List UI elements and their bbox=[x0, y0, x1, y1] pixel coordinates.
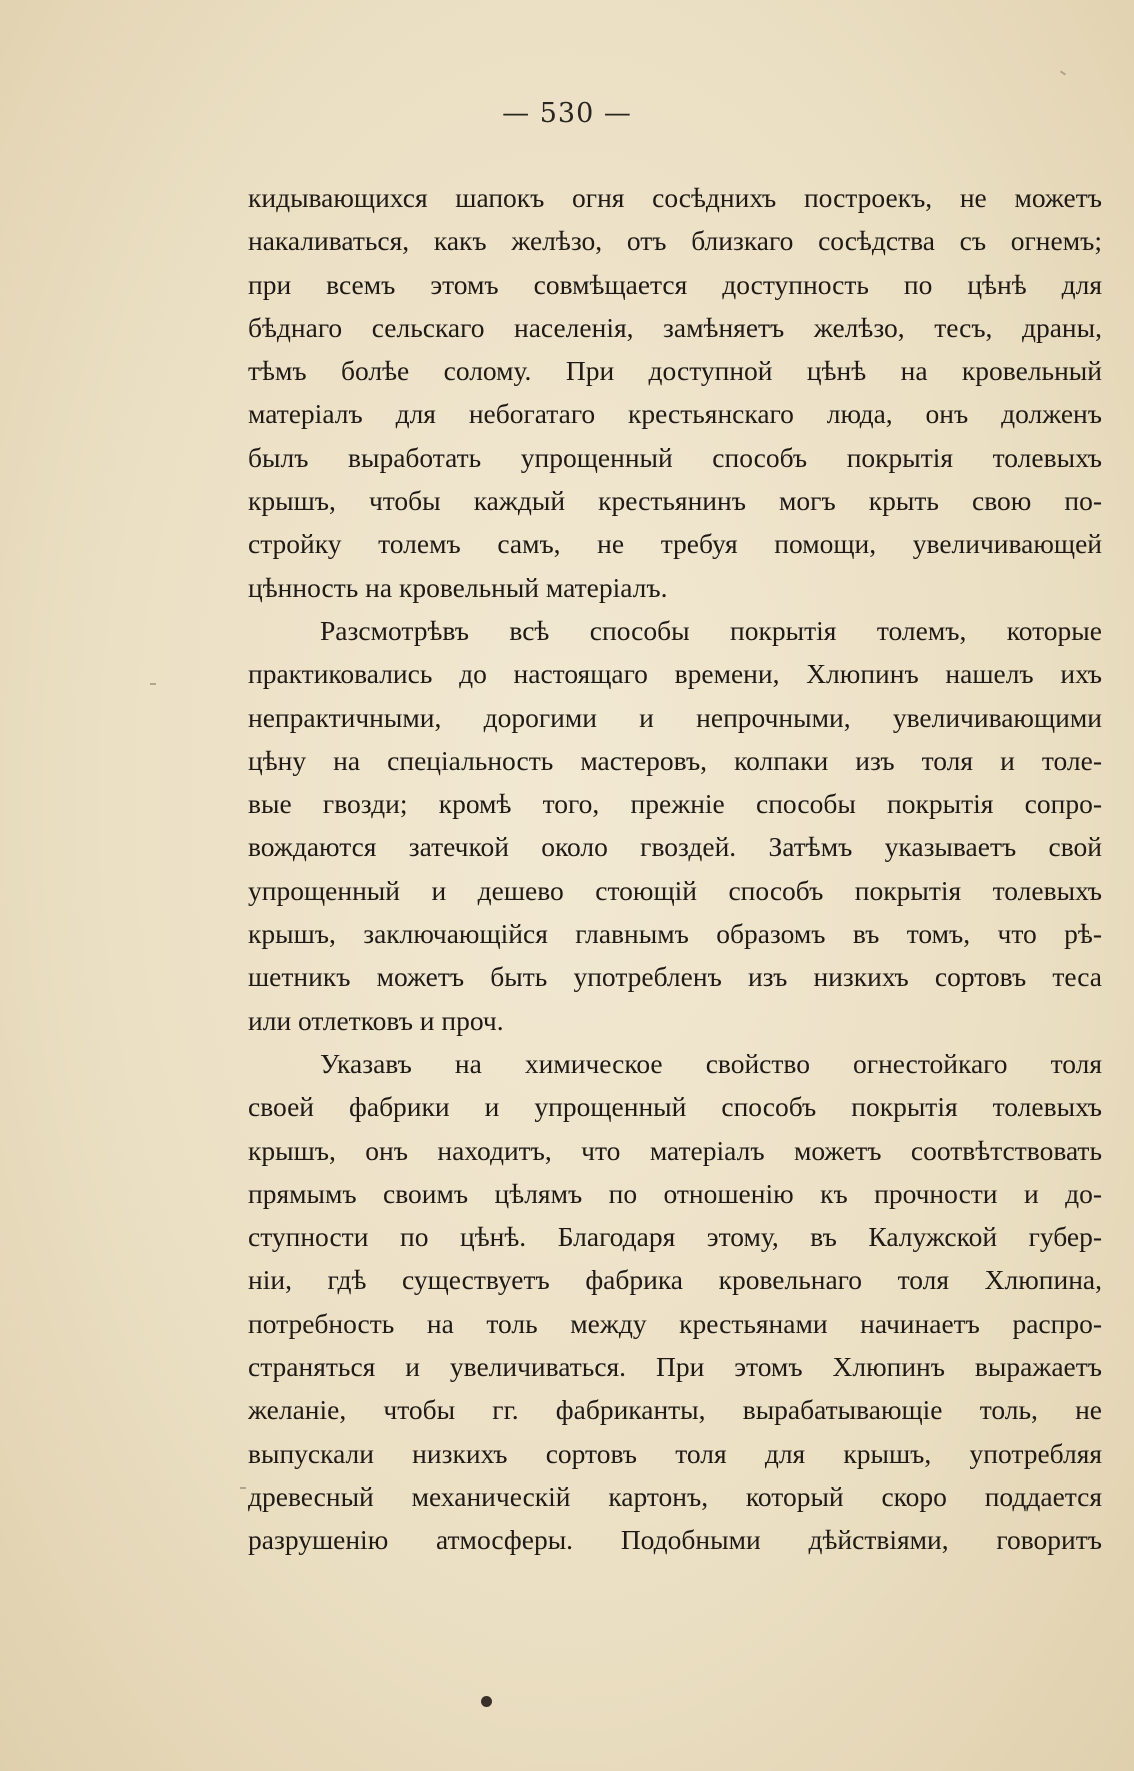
text-line: крышъ, онъ находитъ, что матеріалъ можетъ соотвѣтствовать bbox=[248, 1134, 1102, 1166]
text-line: шетникъ можетъ быть употребленъ изъ низкихъ сортовъ теса bbox=[248, 961, 1102, 993]
paragraph-start-line: Разсмотрѣвъ всѣ способы покрытія толемъ, которые bbox=[320, 614, 1102, 646]
text-line: при всемъ этомъ совмѣщается доступность по цѣнѣ для bbox=[248, 268, 1102, 300]
text-line: цѣну на спеціальность мастеровъ, колпаки изъ толя и толе- bbox=[248, 744, 1102, 776]
paper-speck bbox=[240, 1487, 246, 1489]
paragraph-end-line: или отлетковъ и проч. bbox=[248, 1004, 504, 1036]
paper-speck bbox=[1060, 70, 1066, 75]
paragraph-start-line: Указавъ на химическое свойство огнестойкаго толя bbox=[320, 1047, 1102, 1079]
text-line: потребность на толь между крестьянами начинаетъ распро- bbox=[248, 1307, 1102, 1339]
text-line: прямымъ своимъ цѣлямъ по отношенію къ прочности и до- bbox=[248, 1177, 1102, 1209]
text-line: ніи, гдѣ существуетъ фабрика кровельнаго толя Хлюпина, bbox=[248, 1264, 1102, 1296]
text-line: матеріалъ для небогатаго крестьянскаго люда, онъ долженъ bbox=[248, 398, 1102, 430]
text-line: стройку толемъ самъ, не требуя помощи, увеличивающей bbox=[248, 528, 1102, 560]
body-text bbox=[248, 176, 1102, 1562]
text-line: былъ выработать упрощенный способъ покрытія толевыхъ bbox=[248, 441, 1102, 473]
text-line: упрощенный и дешево стоющій способъ покрытія толевыхъ bbox=[248, 874, 1102, 906]
text-line: своей фабрики и упрощенный способъ покрытія толевыхъ bbox=[248, 1091, 1102, 1123]
text-line: кидывающихся шапокъ огня сосѣднихъ построекъ, не можетъ bbox=[248, 182, 1102, 213]
text-line: ступности по цѣнѣ. Благодаря этому, въ Калужской губер- bbox=[248, 1221, 1102, 1253]
text-line: непрактичными, дорогими и непрочными, увеличивающими bbox=[248, 701, 1102, 733]
text-line: вые гвозди; кромѣ того, прежніе способы покрытія сопро- bbox=[248, 788, 1102, 820]
text-line: крышъ, заключающійся главнымъ образомъ въ томъ, что рѣ- bbox=[248, 918, 1102, 950]
text-line: практиковались до настоящаго времени, Хлюпинъ нашелъ ихъ bbox=[248, 658, 1102, 690]
text-line: разрушенію атмосферы. Подобными дѣйствіями, говоритъ bbox=[248, 1524, 1102, 1556]
text-line: выпускали низкихъ сортовъ толя для крышъ, употребляя bbox=[248, 1437, 1102, 1469]
text-line: вождаются затечкой около гвоздей. Затѣмъ указываетъ свой bbox=[248, 831, 1102, 863]
ink-dot bbox=[481, 1696, 492, 1707]
text-line: бѣднаго сельскаго населенія, замѣняетъ желѣзо, тесъ, драны, bbox=[248, 311, 1102, 343]
page-number: — 530 — bbox=[502, 98, 632, 129]
text-line: древесный механическій картонъ, который скоро поддается bbox=[248, 1480, 1102, 1512]
paragraph-end-line: цѣнность на кровельный матеріалъ. bbox=[248, 571, 668, 603]
text-line: накаливаться, какъ желѣзо, отъ близкаго сосѣдства съ огнемъ; bbox=[248, 225, 1102, 257]
text-line: тѣмъ болѣе солому. При доступной цѣнѣ на кровельный bbox=[248, 355, 1102, 387]
text-line: страняться и увеличиваться. При этомъ Хлюпинъ выражаетъ bbox=[248, 1351, 1102, 1383]
text-line: желаніе, чтобы гг. фабриканты, вырабатывающіе толь, не bbox=[248, 1394, 1102, 1426]
text-line: крышъ, чтобы каждый крестьянинъ могъ крыть свою по- bbox=[248, 485, 1102, 517]
paper-speck bbox=[150, 683, 156, 685]
